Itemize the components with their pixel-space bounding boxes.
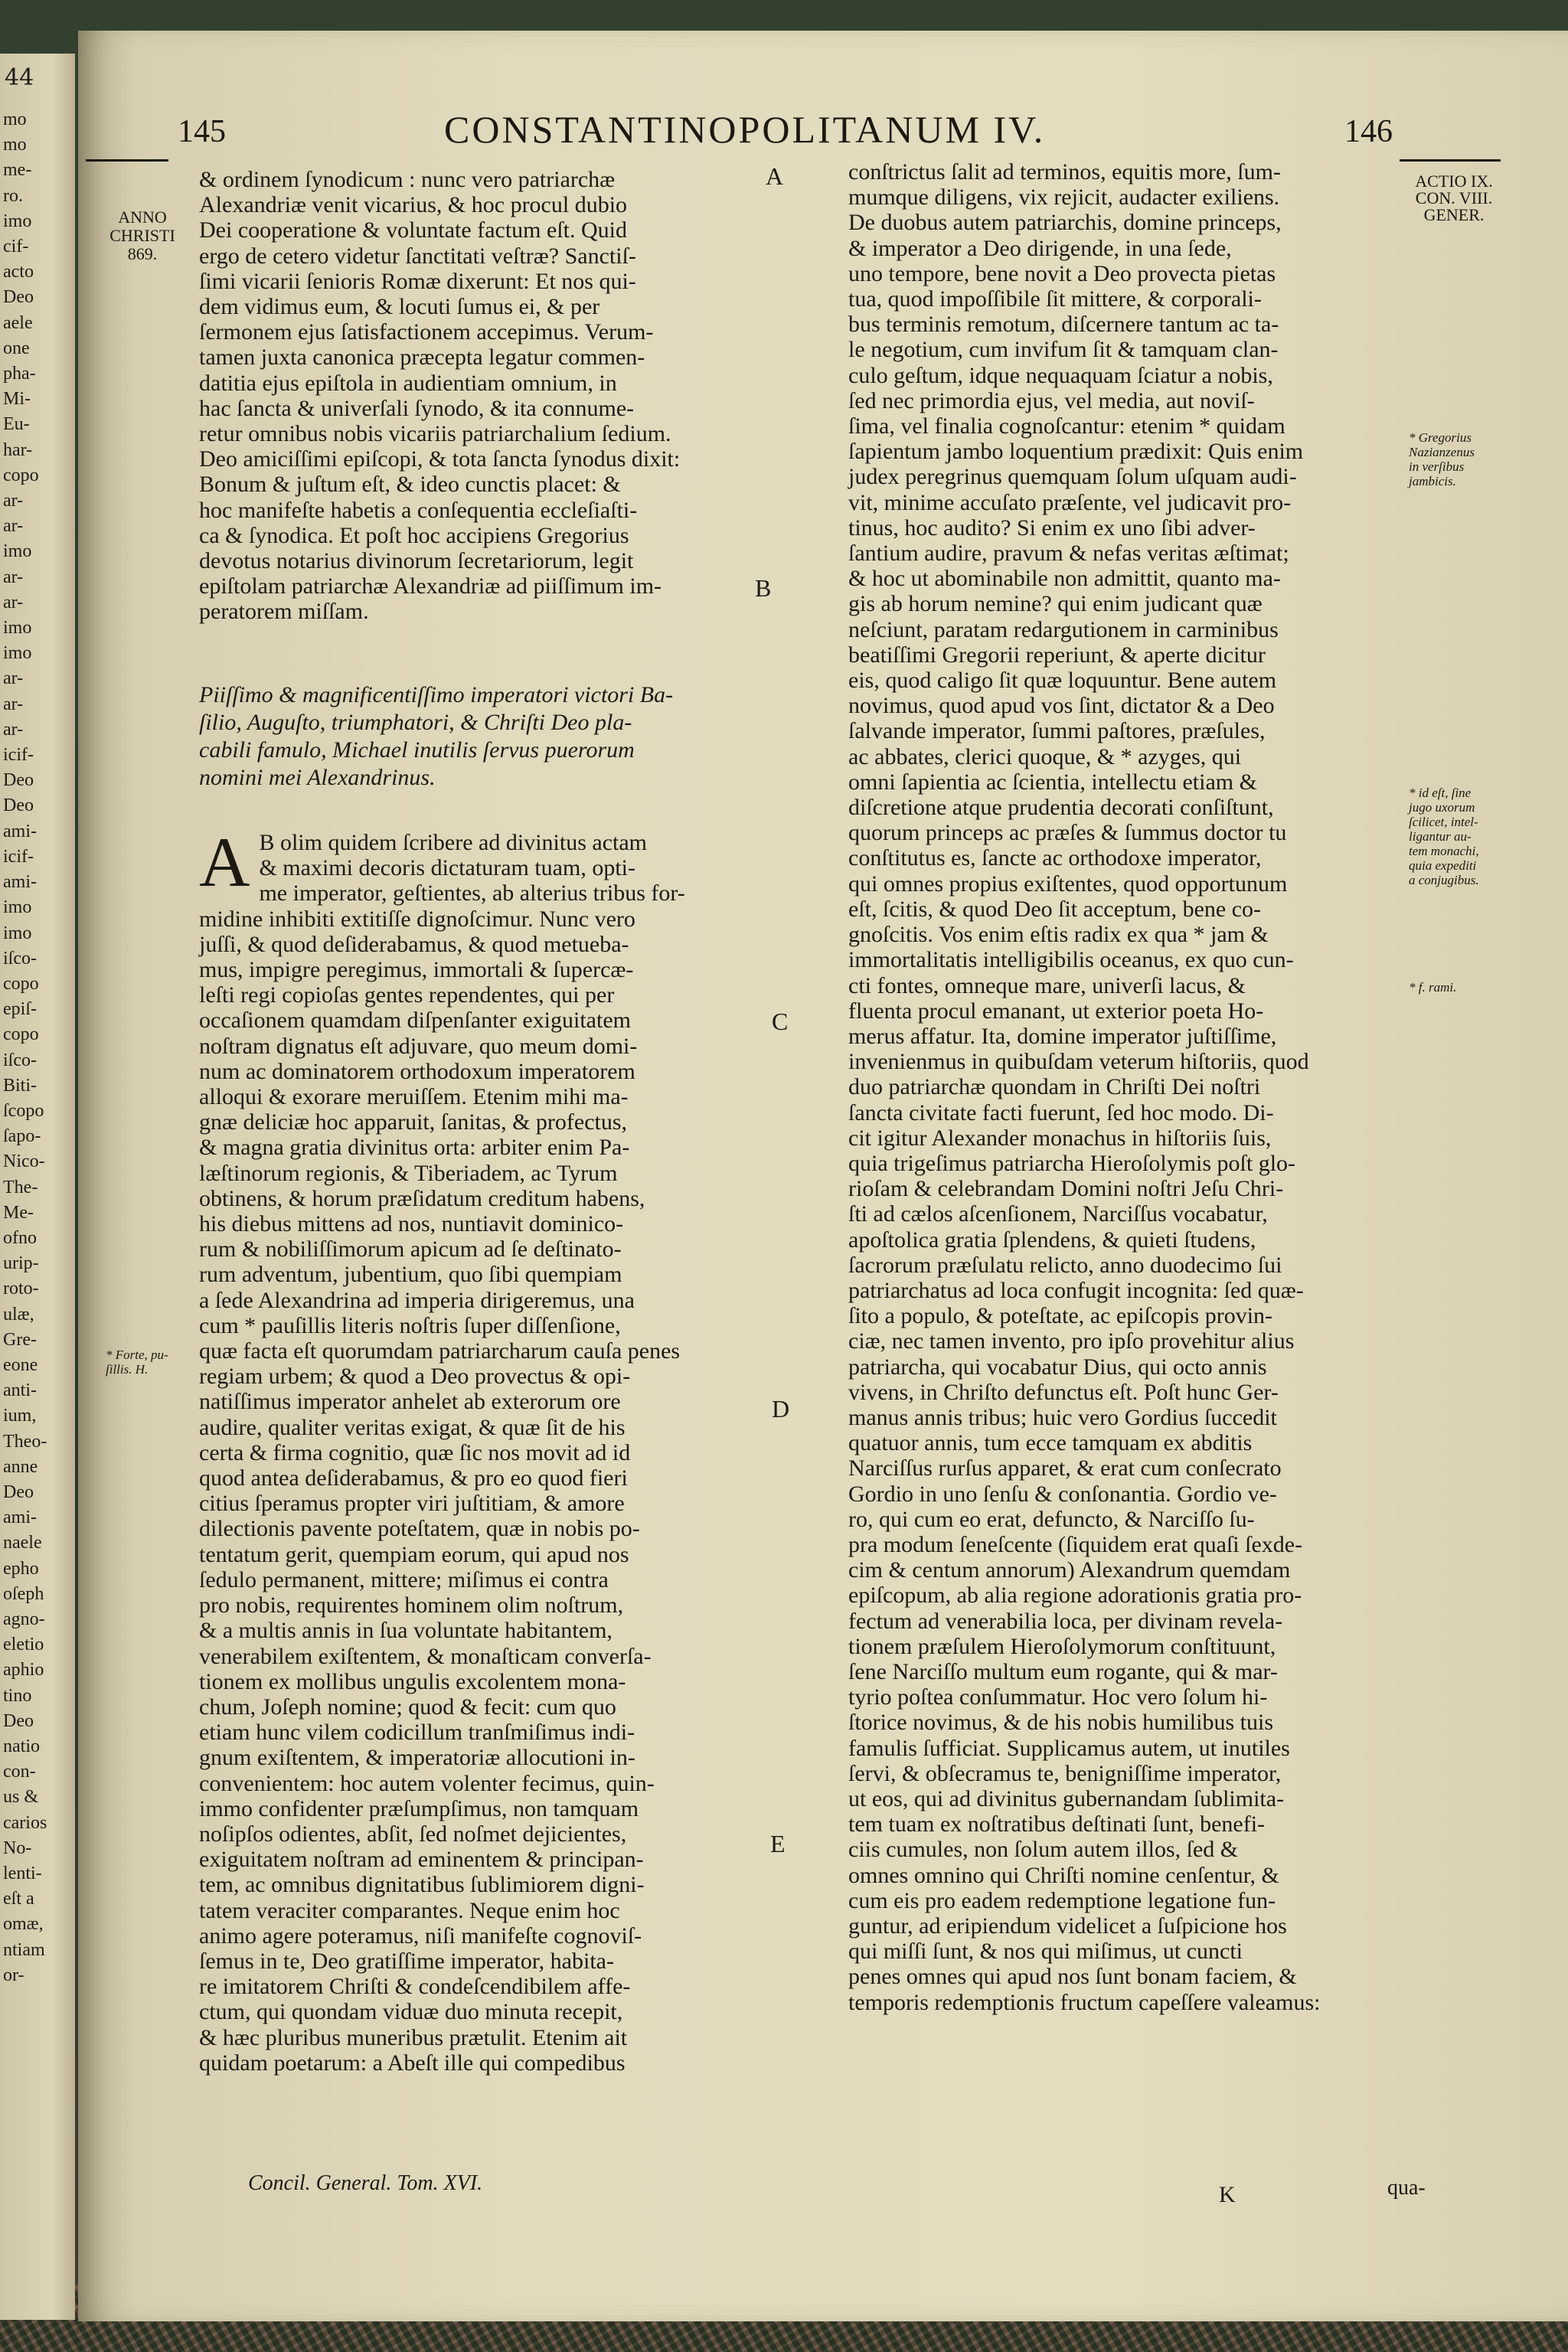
text-line: ſed nec primordia ejus, vel media, aut noviſ- <box>848 387 1255 413</box>
text-line: & maximi decoris dictaturam tuam, opti- <box>259 855 635 881</box>
previous-page-line: imo <box>3 897 32 918</box>
previous-page-line: eſt a <box>3 1889 34 1909</box>
text-line: gnum exiſtentem, & imperatoriæ allocutioni in- <box>199 1745 635 1771</box>
text-line: alloqui & exorare meruiſſem. Etenim mihi ma- <box>199 1084 629 1110</box>
text-line: cit igitur Alexander monachus in hiſtoriis ſuis, <box>848 1125 1272 1151</box>
previous-page-number: 44 <box>5 64 34 91</box>
text-line: natiſſimus imperator anhelet ab exterorum ore <box>199 1389 621 1415</box>
previous-page-line: No- <box>3 1838 32 1858</box>
section-marker-d: D <box>772 1395 790 1423</box>
text-line: guntur, ad eripiendum videlicet a ſuſpicione hos <box>848 1913 1287 1939</box>
text-line: & a multis annis in ſua voluntate habitantem, <box>199 1618 612 1644</box>
text-line: & ordinem ſynodicum : nunc vero patriarchæ <box>199 167 616 192</box>
footnote-line: jambicis. <box>1409 474 1456 488</box>
previous-page-line: ntiam <box>3 1939 45 1960</box>
text-line: quatuor annis, tum ecce tamquam ex abditis <box>848 1430 1253 1456</box>
text-line: vivens, in Chriſto defunctus eſt. Poſt hunc Ger- <box>848 1379 1279 1405</box>
text-line: cum * pauſillis literis noſtris ſuper diſſenſione, <box>199 1312 621 1338</box>
previous-page-line: con- <box>3 1762 36 1782</box>
heading-line: nomini mei Alexandrinus. <box>199 765 436 790</box>
text-line: temporis redemptionis fructum capeſſere valeamus: <box>848 1989 1321 2015</box>
previous-page-line: imo <box>3 618 32 639</box>
text-line: tentatum gerit, quempiam eorum, qui apud nos <box>199 1541 629 1567</box>
footnote-line: * Forte, pu- <box>106 1348 168 1362</box>
previous-page-line: Deo <box>3 287 34 308</box>
previous-page-line: ar- <box>3 516 24 537</box>
footer-volume: Concil. General. Tom. XVI. <box>248 2171 483 2195</box>
text-line: immortalitatis intelligibilis oceanus, ex quo cun- <box>848 947 1294 973</box>
text-line: epiſtolam patriarchæ Alexandriæ ad piiſſimum im- <box>199 573 662 599</box>
text-line: mus, impigre peregimus, immortali & ſupercæ- <box>199 957 634 983</box>
text-line: ctum, qui quondam viduæ duo minuta recepit, <box>199 1999 623 2025</box>
text-line: ſtorice novimus, & de his nobis humilibus tuis <box>848 1710 1273 1736</box>
text-line: judex peregrinus quemquam ſolum uſquam audi- <box>848 464 1297 490</box>
footer-catchword: qua- <box>1387 2176 1426 2200</box>
previous-page-line: carios <box>3 1812 47 1833</box>
gener-label: GENER. <box>1423 205 1485 224</box>
previous-page-line: ami- <box>3 872 37 893</box>
text-line: ac abbates, clerici quoque, & * azyges, qui <box>848 743 1242 769</box>
text-line: devotus notarius divinorum ſecretariorum, legit <box>199 548 634 574</box>
text-line: a ſede Alexandrina ad imperia dirigeremus, una <box>199 1287 635 1313</box>
section-marker-b: B <box>755 574 772 602</box>
text-line: ſacrorum præſulatu relicto, anno duodecimo ſui <box>848 1252 1282 1278</box>
margin-anno-christi <box>93 208 191 263</box>
text-line: num ac dominatorem orthodoxum imperatorem <box>199 1058 635 1084</box>
text-line: Gordio in uno ſenſu & conſonantia. Gordio ve- <box>848 1481 1277 1507</box>
text-line: dem vidimus eum, & locuti ſumus ei, & per <box>199 294 600 320</box>
text-line: tem, ac omnibus dignitatibus ſublimiorem digni- <box>199 1872 645 1898</box>
page-number-left: 145 <box>178 114 226 149</box>
text-line: pro nobis, requirentes hominem olim noſtrum, <box>199 1592 624 1619</box>
previous-page-line: ami- <box>3 1508 37 1528</box>
previous-page-line: anti- <box>3 1380 37 1401</box>
text-line: venerabilem exiſtentem, & monaſticam converſa- <box>199 1643 652 1669</box>
text-line: tionem ex mollibus ungulis excolentem mona- <box>199 1668 626 1694</box>
previous-page-lines <box>3 107 75 1988</box>
text-line: mumque diligens, vix rejicit, audacter exiliens. <box>848 185 1280 211</box>
text-line: & magna gratia divinitus orta: arbiter enim Pa- <box>199 1135 630 1161</box>
text-line: ſti ad cælos aſcenſionem, Narciſſus vocabatur, <box>848 1201 1268 1227</box>
text-line: ut eos, qui ad divinitus gubernandam ſublimita- <box>848 1786 1285 1811</box>
text-line: le negotium, cum invifum ſit & tamquam clan- <box>848 337 1279 363</box>
text-line: certa & firma cognitio, quæ ſic nos movit ad id <box>199 1439 631 1465</box>
footnote-line: Nazianzenus <box>1409 445 1475 459</box>
text-line: rum adventum, jubentium, quo ſibi quempiam <box>199 1262 622 1288</box>
previous-page-line: epho <box>3 1558 39 1579</box>
letter-body-lines <box>199 823 844 2076</box>
previous-page-line: tino <box>3 1685 32 1706</box>
footnote-line: ligantur au- <box>1409 829 1472 844</box>
text-line: conſtitutus es, ſancte ac orthodoxe imperator, <box>848 845 1262 871</box>
text-line: quidam poetarum: a Abeſt ille qui compedibus <box>199 2050 626 2076</box>
previous-page-line: acto <box>3 262 34 283</box>
previous-page-line: ium, <box>3 1406 37 1426</box>
text-line: quod antea deſiderabamus, & pro eo quod fieri <box>199 1465 628 1491</box>
text-line: gnæ deliciæ hoc apparuit, ſanitas, & profectus, <box>199 1109 628 1135</box>
text-line: tinus, hoc audito? Si enim ex uno ſibi adver- <box>848 514 1256 541</box>
text-line: Deo amiciſſimi epiſcopi, & tota ſancta ſynodus dixit: <box>199 446 681 472</box>
footnote-rami: * f. rami. <box>1409 980 1457 995</box>
text-line: eſt, ſcitis, & quod Deo ſit acceptum, bene co- <box>848 896 1262 922</box>
text-line: datitia ejus epiſtola in audientiam omnium, in <box>199 370 617 396</box>
heading-line: Piiſſimo & magnificentiſſimo imperatori victori Ba- <box>199 682 674 707</box>
previous-page-line: ar- <box>3 592 24 612</box>
text-line: quorum princeps ac præſes & ſummus doctor tu <box>848 820 1287 846</box>
previous-page-line: Deo <box>3 1710 34 1731</box>
previous-page-line: ami- <box>3 821 37 841</box>
text-line: peratorem miſſam. <box>199 599 369 625</box>
previous-page-line: ar- <box>3 668 24 689</box>
text-line: Dei cooperatione & voluntate factum eſt. Quid <box>199 217 627 243</box>
text-line: tamen juxta canonica præcepta legatur commen- <box>199 345 645 371</box>
text-line: noſtram dignatus eſt adjuvare, quo meum domi- <box>199 1033 638 1059</box>
previous-page-line: oſeph <box>3 1583 44 1604</box>
text-line: ergo de cetero videtur ſanctitati veſtræ? Sanctiſ- <box>199 243 636 269</box>
previous-page-line: icif- <box>3 846 34 867</box>
text-line: manus annis tribus; huic vero Gordius ſuccedit <box>848 1404 1277 1430</box>
previous-page-line: mo <box>3 135 27 155</box>
text-line: dilectionis pavente poteſtatem, quæ in nobis po- <box>199 1516 640 1542</box>
text-line: eis, quod caligo ſit quæ loquuntur. Bene autem <box>848 668 1277 694</box>
text-line: culo geſtum, idque nequaquam ſciatur a nobis, <box>848 362 1273 388</box>
text-line: ro, qui cum eo erat, defuncto, & Narciſſo ſu- <box>848 1506 1255 1532</box>
footer-signature: K <box>1219 2182 1236 2207</box>
anno-label: ANNO <box>118 207 167 227</box>
previous-page-line: Mi- <box>3 389 31 410</box>
letter-heading <box>199 681 844 792</box>
text-line: uno tempore, bene novit a Deo provecta pietas <box>848 260 1276 286</box>
heading-line: cabili famulo, Michael inutilis ſervus puerorum <box>199 737 635 763</box>
heading-line: ſilio, Auguſto, triumphatori, & Chriſti Deo pla- <box>199 710 632 735</box>
previous-page-line: Nico- <box>3 1152 45 1172</box>
previous-page-line: ulæ, <box>3 1304 34 1325</box>
previous-page-line: Gre- <box>3 1329 37 1350</box>
text-line: invenienmus in quibuſdam veterum hiſtoriis, quod <box>848 1049 1309 1075</box>
text-line: chum, Joſeph nomine; quod & fecit: cum quo <box>199 1694 616 1720</box>
text-line: ſedulo permanent, mittere; miſimus ei contra <box>199 1566 609 1592</box>
previous-page-line: mo <box>3 109 27 129</box>
text-line: ſemus in te, Deo gratiſſime imperator, habita- <box>199 1948 614 1974</box>
previous-page-line: agno- <box>3 1609 45 1629</box>
previous-page-line: Deo <box>3 1481 34 1502</box>
text-line: regiam urbem; & quod a Deo provectus & opi- <box>199 1364 631 1390</box>
text-line: animo agere poteramus, niſi manifeſte cognoviſ- <box>199 1922 642 1949</box>
text-line: midine inhibiti extitiſſe dignoſcimur. Nunc vero <box>199 906 635 932</box>
text-line: me imperator, geſtientes, ab alterius tribus for- <box>259 880 685 906</box>
previous-page-line: Biti- <box>3 1075 38 1096</box>
text-line: tatem veraciter comparantes. Neque enim hoc <box>199 1897 620 1923</box>
footnote-line: quia expediti <box>1409 858 1477 873</box>
text-line: cti fontes, omneque mare, univerſi lacus, & <box>848 972 1246 998</box>
page-number-right: 146 <box>1344 114 1393 149</box>
previous-page-line: imo <box>3 643 32 664</box>
text-line: Narciſſus rurſus apparet, & erat cum conſecrato <box>848 1455 1282 1481</box>
text-line: omnes omnino qui Chriſti nomine cenſentur, & <box>848 1862 1279 1888</box>
text-line: cim & centum annorum) Alexandrum quemdam <box>848 1557 1291 1583</box>
previous-page-line: imo <box>3 923 32 943</box>
text-line: rioſam & celebrandam Domini noſtri Jeſu Chri- <box>848 1176 1284 1202</box>
previous-page-line: Deo <box>3 795 34 816</box>
text-line: ca & ſynodica. Et poſt hoc accipiens Gregorius <box>199 522 629 548</box>
previous-page-line: us & <box>3 1787 39 1808</box>
text-line: gnoſcitis. Vos enim eſtis radix ex qua * jam & <box>848 922 1269 948</box>
previous-page-line: ar- <box>3 694 24 714</box>
previous-page-line: epiſ- <box>3 999 37 1020</box>
year-label: 869. <box>127 244 158 263</box>
drop-cap: A <box>199 823 250 901</box>
text-line: ſito a populo, & poteſtate, ac epiſcopis provin- <box>848 1303 1273 1329</box>
footnote-id-est <box>1409 786 1479 887</box>
previous-page-line: Me- <box>3 1202 34 1223</box>
text-line: Bonum & juſtum eſt, & ideo cunctis placet: & <box>199 472 621 498</box>
previous-page-line: eone <box>3 1354 38 1375</box>
left-column-letter-text <box>199 823 844 2076</box>
previous-page-line: or- <box>3 1965 24 1985</box>
previous-page-line: The- <box>3 1177 38 1197</box>
section-marker-c: C <box>772 1008 789 1035</box>
text-line: B olim quidem ſcribere ad divinitus actam <box>259 830 647 855</box>
text-line: tyrio poſtea conſummatur. Hoc vero ſolum hi- <box>848 1684 1268 1710</box>
text-line: merus affatur. Ita, domine imperator juſtiſſime, <box>848 1023 1277 1049</box>
previous-page-line: pha- <box>3 364 36 384</box>
text-line: ſermonem ejus ſatisfactionem accepimus. Verum- <box>199 319 654 345</box>
footnote-line: jugo uxorum <box>1409 800 1475 815</box>
text-line: quæ facta eſt quorumdam patriarcharum cauſa penes <box>199 1338 681 1364</box>
text-line: ſene Narciſſo multum eum rogante, qui & mar- <box>848 1658 1278 1684</box>
previous-page-line: me- <box>3 160 32 181</box>
footnote-line: tem monachi, <box>1409 844 1479 858</box>
previous-page-line: aele <box>3 312 33 333</box>
text-line: tionem præſulem Hieroſolymorum conſtituunt, <box>848 1633 1276 1659</box>
text-line: tua, quod impoſſibile ſit mittere, & corporali- <box>848 286 1262 312</box>
previous-page-line: natio <box>3 1736 40 1756</box>
previous-page-line: iſco- <box>3 1050 37 1070</box>
text-line: gis ab horum nemine? qui enim judicant quæ <box>848 591 1263 617</box>
previous-page-line: ro. <box>3 185 23 206</box>
text-line: ſapientum jambo loquentium prædixit: Quis enim <box>848 439 1304 465</box>
previous-page-line: cif- <box>3 237 29 257</box>
text-line: & imperator a Deo dirigende, in una ſede, <box>848 235 1232 261</box>
text-line: beatiſſimi Gregorii reperiunt, & aperte dicitur <box>848 642 1266 668</box>
previous-page-line: one <box>3 338 30 358</box>
footnote-line: ſillis. H. <box>106 1362 149 1377</box>
text-line: neſciunt, paratam redargutionem in carminibus <box>848 616 1279 642</box>
previous-page-line: ſapo- <box>3 1126 41 1147</box>
text-line: patriarcha, qui vocabatur Dius, qui octo annis <box>848 1354 1267 1380</box>
previous-page-line: ſcopo <box>3 1100 44 1121</box>
text-line: convenientem: hoc autem volenter fecimus, quin- <box>199 1770 655 1796</box>
text-line: occaſionem quamdam diſpenſanter exiguitatem <box>199 1008 631 1034</box>
text-line: penes omnes qui apud nos ſunt bonam faciem, & <box>848 1964 1297 1990</box>
text-line: & hoc ut abominabile non admittit, quanto ma- <box>848 566 1281 592</box>
previous-page-line: Theo- <box>3 1431 47 1452</box>
right-column-text <box>848 159 1499 2015</box>
text-line: qui omnes propius exiſtentes, quod opportunum <box>848 871 1288 897</box>
previous-page-line: copo <box>3 465 39 485</box>
text-line: obtinens, & horum præſidatum creditum habens, <box>199 1185 645 1211</box>
previous-page-line: Eu- <box>3 414 30 435</box>
previous-page-line: ofno <box>3 1227 37 1248</box>
text-line: retur omnibus nobis vicariis patriarchalium ſedium. <box>199 421 671 447</box>
text-line: re imitatorem Chriſti & condeſcendibilem affe- <box>199 1974 631 2000</box>
text-line: cum eis pro eadem redemptione legatione fun- <box>848 1887 1276 1913</box>
text-line: immo confidenter præſumpſimus, non tamquam <box>199 1795 639 1821</box>
text-line: pra modum ſeneſcente (ſiquidem erat quaſi ſexde- <box>848 1531 1303 1557</box>
text-line: ſancta civitate facti fuerunt, ſed hoc modo. Di- <box>848 1099 1274 1125</box>
text-line: rum & nobiliſſimorum apicum ad ſe deſtinato- <box>199 1236 622 1263</box>
footnote-gregorius <box>1409 430 1475 488</box>
book-page <box>78 31 1568 2321</box>
text-line: patriarchatus ad loca confugit incognita: ſed quæ- <box>848 1277 1304 1303</box>
text-line: vit, minime accuſato præſente, vel judicavit pro- <box>848 489 1292 515</box>
text-line: etiam hunc vilem codicillum tranſmiſimus indi- <box>199 1720 635 1746</box>
text-line: conſtrictus ſalit ad terminos, equitis more, ſum- <box>848 159 1281 185</box>
previous-page-line: copo <box>3 973 39 994</box>
section-marker-a: A <box>766 162 784 190</box>
previous-page-line: icif- <box>3 745 34 766</box>
text-line: ſimi vicarii ſenioris Romæ dixerunt: Et nos qui- <box>199 268 636 294</box>
text-line: ſervi, & obſecramus te, benigniſſime imperator, <box>848 1760 1282 1786</box>
text-line: ſalvande imperator, ſummi paſtores, præſules, <box>848 718 1266 744</box>
text-line: ſima, vel finalia cognoſcantur: etenim * quidam <box>848 413 1285 439</box>
text-line: De duobus autem patriarchis, domine princeps, <box>848 210 1282 236</box>
text-line: & hæc pluribus muneribus prætulit. Etenim ait <box>199 2024 628 2050</box>
text-line: famulis ſufficiat. Supplicamus autem, ut inutiles <box>848 1735 1290 1761</box>
footnote-line: in verſibus <box>1409 459 1465 474</box>
text-line: audire, qualiter veritas exigat, & quæ ſit de his <box>199 1414 626 1440</box>
previous-page-line: urip- <box>3 1253 39 1274</box>
con-label: CON. VIII. <box>1415 188 1493 207</box>
text-line: hoc manifeſte habetis a conſequentia eccleſiaſti- <box>199 497 638 523</box>
text-line: noſipſos odientes, abſit, ſed noſmet dejicientes, <box>199 1821 627 1847</box>
previous-page-line: iſco- <box>3 948 37 969</box>
running-title: CONSTANTINOPOLITANUM IV. <box>444 108 1046 151</box>
footnote-forte <box>106 1348 168 1377</box>
text-line: diſcretione atque prudentia decorati conſiſtunt, <box>848 795 1274 821</box>
text-line: Alexandriæ venit vicarius, & hoc procul dubio <box>199 192 628 218</box>
text-line: ciæ, nec tamen invento, pro ipſo provehitur alius <box>848 1328 1295 1354</box>
text-line: his diebus mittens ad nos, nuntiavit dominico- <box>199 1211 624 1237</box>
text-line: novimus, quod apud vos ſint, dictator & a Deo <box>848 693 1275 719</box>
previous-page-line: ar- <box>3 567 24 587</box>
previous-page-edge <box>0 54 75 2320</box>
text-line: apoſtolica gratia ſplendens, & quieti ſtudens, <box>848 1227 1256 1253</box>
previous-page-line: omæ, <box>3 1914 44 1935</box>
text-line: fluenta procul emanant, ut exterior poeta Ho- <box>848 998 1264 1024</box>
text-line: juſſi, & quod deſiderabamus, & quod metueba- <box>199 931 629 957</box>
previous-page-line: ar- <box>3 491 24 511</box>
footnote-line: a conjugibus. <box>1409 873 1479 887</box>
previous-page-line: ar- <box>3 719 24 740</box>
previous-page-line: copo <box>3 1024 39 1045</box>
text-line: epiſcopum, ab alia regione adorationis gratia pro- <box>848 1583 1302 1609</box>
text-line: leſti regi copioſas gentes rependentes, qui per <box>199 982 615 1008</box>
text-line: qui miſſi ſunt, & nos qui miſimus, ut cuncti <box>848 1939 1243 1965</box>
previous-page-line: lenti- <box>3 1864 42 1884</box>
previous-page-line: Deo <box>3 770 34 791</box>
previous-page-line: anne <box>3 1456 38 1477</box>
previous-page-line: naele <box>3 1533 42 1553</box>
actio-label: ACTIO IX. <box>1415 172 1493 191</box>
text-line: tem tuam ex noſtratibus deſtinati ſunt, benefi- <box>848 1811 1266 1838</box>
previous-page-line: imo <box>3 541 32 562</box>
footnote-line: ſcilicet, intel- <box>1409 815 1478 829</box>
previous-page-line: roto- <box>3 1279 39 1299</box>
previous-page-line: imo <box>3 211 32 231</box>
text-line: quia trigeſimus patriarcha Hieroſolymis poſt glo- <box>848 1150 1296 1176</box>
text-line: ſantium audire, pravum & nefas veritas æſtimat; <box>848 541 1289 567</box>
previous-page-line: aphio <box>3 1660 44 1681</box>
text-line: citius ſperamus propter viri juſtitiam, & amore <box>199 1491 625 1517</box>
text-line: hac ſancta & univerſali ſynodo, & ita connume- <box>199 395 635 421</box>
previous-page-line: eletio <box>3 1635 44 1655</box>
text-line: bus terminis remotum, diſcernere tantum ac ta- <box>848 312 1279 338</box>
header-rule-left <box>86 159 168 162</box>
text-line: ciis cumules, non ſolum autem illos, ſed & <box>848 1837 1239 1863</box>
section-marker-e: E <box>770 1830 786 1857</box>
text-line: exiguitatem noſtram ad eminentem & principan- <box>199 1847 644 1873</box>
left-column-top-text <box>199 167 844 625</box>
text-line: fectum ad venerabilia loca, per divinam revela- <box>848 1608 1283 1634</box>
text-line: duo patriarchæ quondam in Chriſti Dei noſtri <box>848 1074 1261 1100</box>
previous-page-line: har- <box>3 439 33 460</box>
footnote-line: * Gregorius <box>1409 430 1472 445</box>
footnote-line: * id eſt, ſine <box>1409 786 1472 800</box>
text-line: omni ſapientia ac ſcientia, intellectu etiam & <box>848 769 1257 795</box>
text-line: læſtinorum regionis, & Tiberiadem, ac Tyrum <box>199 1160 618 1186</box>
christi-label: CHRISTI <box>109 226 175 245</box>
